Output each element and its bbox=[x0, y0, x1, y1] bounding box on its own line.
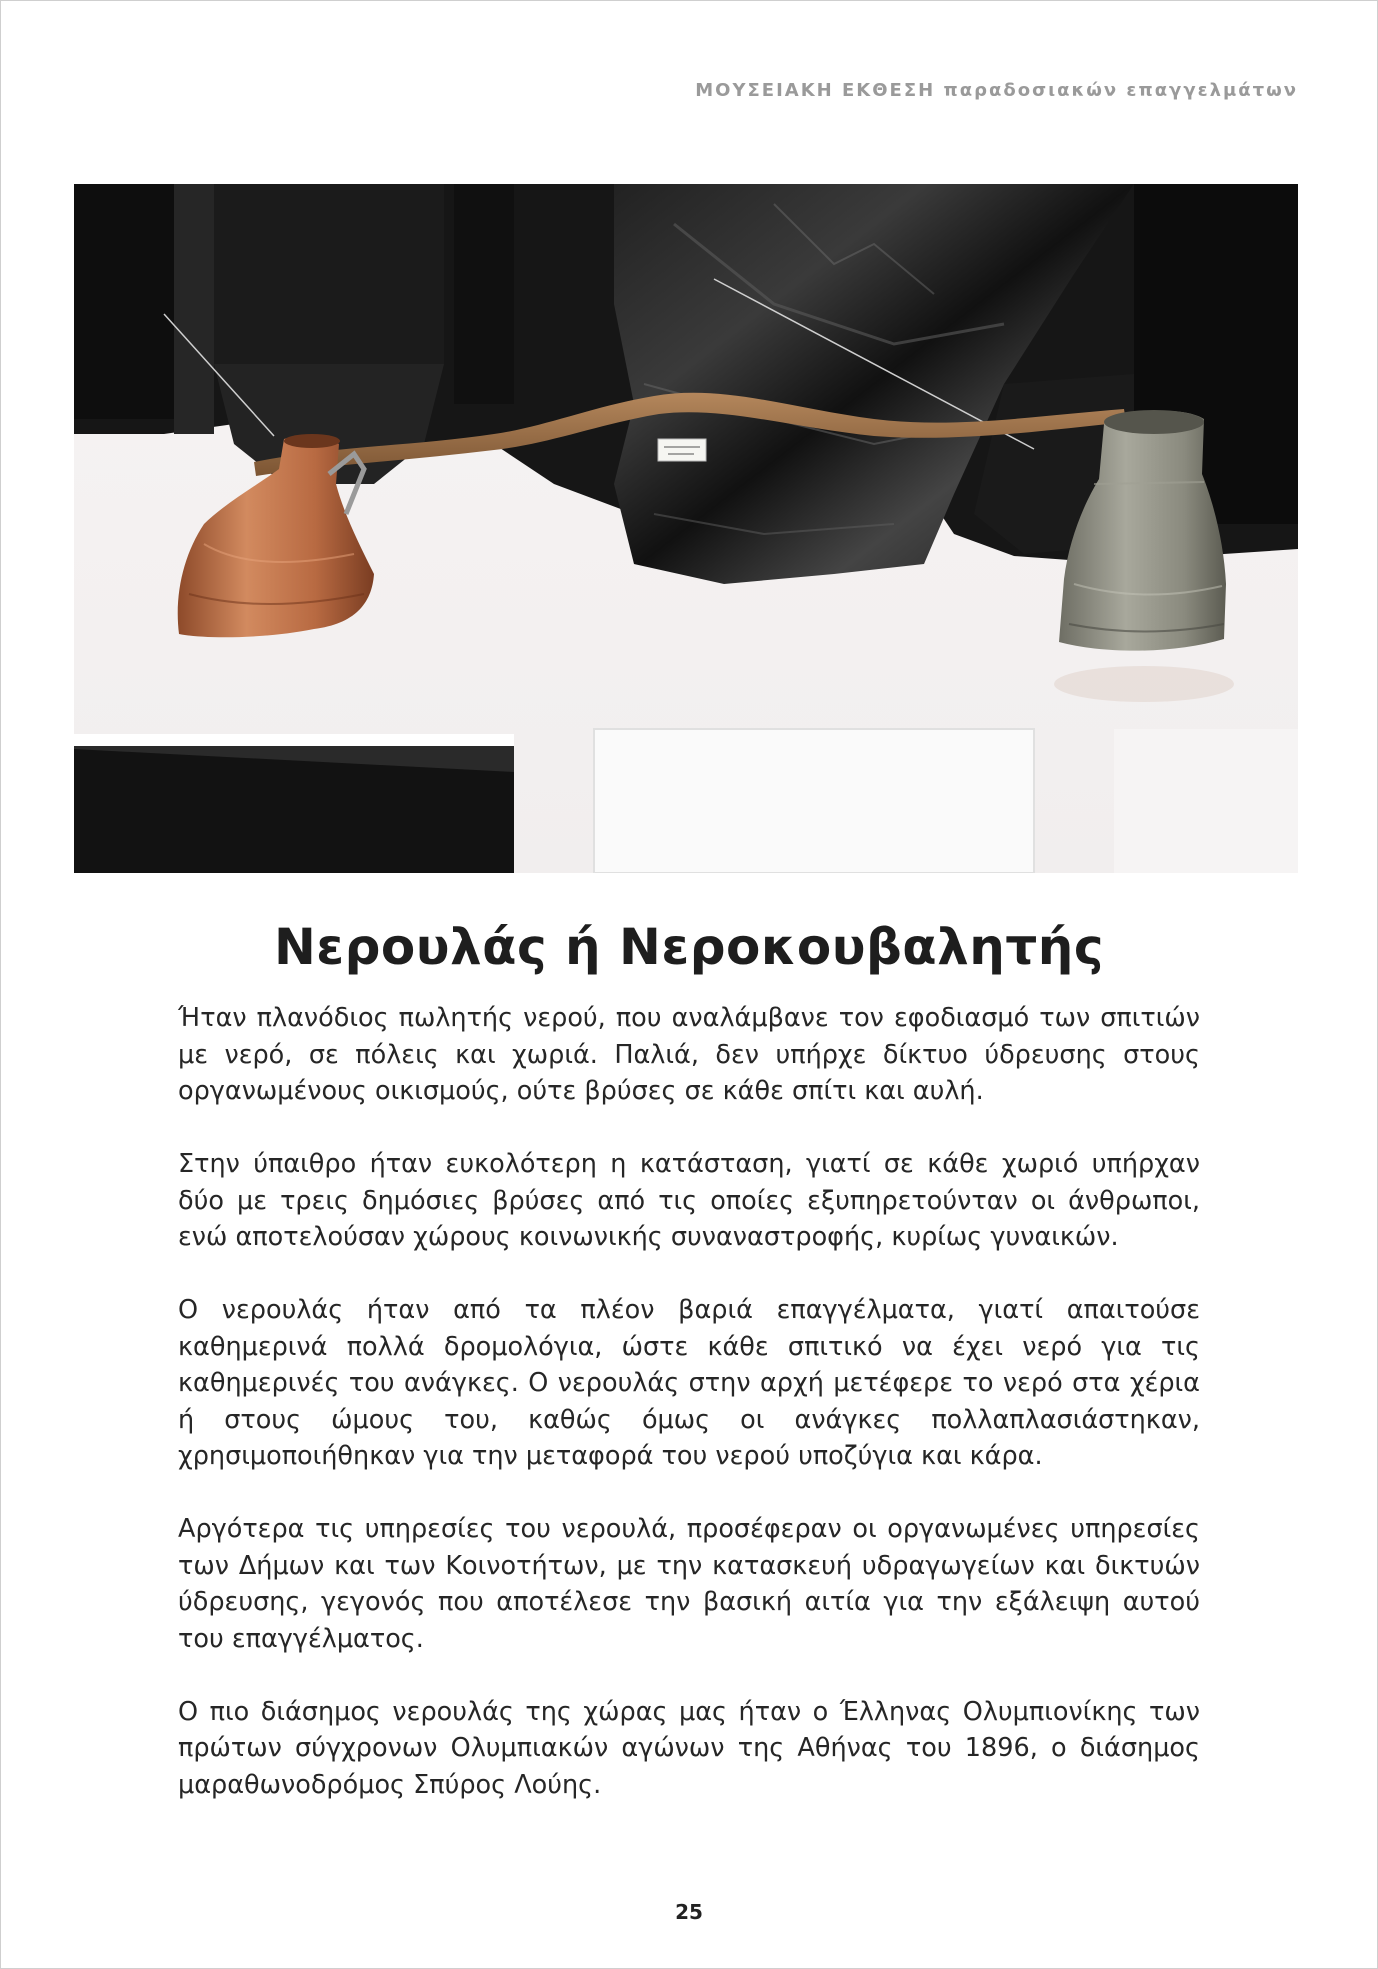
exhibit-photo bbox=[74, 184, 1298, 873]
running-header-sub: παραδοσιακών επαγγελμάτων bbox=[943, 80, 1298, 101]
paragraph: Ο νερουλάς ήταν από τα πλέον βαριά επαγγέλματα, γιατί απαιτούσε καθημερινά πολλά δρομολόγια, ώστε κάθε σπιτικό να έχει νερό για τις καθημερινές του ανάγκες. Ο νερουλάς στην αρχή μετέφερε το νερό στα χέρια ή στους ώμους του, καθώς όμως οι ανάγκες πολλαπλασιάστηκαν, χρησιμοποιήθηκαν για την μεταφορά του νερού υποζύγια και κάρα. bbox=[178, 1295, 1200, 1471]
running-header-main: ΜΟΥΣΕΙΑΚΗ ΕΚΘΕΣΗ bbox=[695, 80, 936, 101]
paragraph: Ο πιο διάσημος νερουλάς της χώρας μας ήταν ο Έλληνας Ολυμπιονίκης των πρώτων σύγχρονων Ολυμπιακών αγώνων της Αθήνας του 1896, ο διάσημος μαραθωνοδρόμος Σπύρος Λούης. bbox=[178, 1696, 1200, 1800]
paragraph: Ήταν πλανόδιος πωλητής νερού, που αναλάμβανε τον εφοδιασμό των σπιτιών με νερό, σε πόλεις και χωριά. Παλιά, δεν υπήρχε δίκτυο ύδρευσης στους οργανωμένους οικισμούς, ούτε βρύσες σε κάθε σπίτι και αυλή. bbox=[178, 1003, 1200, 1106]
paragraph: Αργότερα τις υπηρεσίες του νερουλά, προσέφεραν οι οργανωμένες υπηρεσίες των Δήμων και των Κοινοτήτων, με την κατασκευή υδραγωγείων και δικτυών ύδρευσης, γεγονός που αποτέλεσε την βασική αιτία για την εξάλειψη αυτού του επαγγέλματος. bbox=[178, 1514, 1200, 1654]
page-title: Νερουλάς ή Νεροκουβαλητής bbox=[273, 918, 1105, 976]
page-number: 25 bbox=[675, 1900, 703, 1924]
running-header bbox=[695, 80, 1298, 101]
exhibit-photo-illustration bbox=[74, 184, 1298, 873]
body-text bbox=[178, 1000, 1200, 1840]
paragraph: Στην ύπαιθρο ήταν ευκολότερη η κατάσταση, γιατί σε κάθε χωριό υπήρχαν δύο με τρεις δημόσιες βρύσες από τις οποίες εξυπηρετούνταν οι άνθρωποι, ενώ αποτελούσαν χώρους κοινωνικής συναναστροφής, κυρίως γυναικών. bbox=[178, 1149, 1200, 1252]
